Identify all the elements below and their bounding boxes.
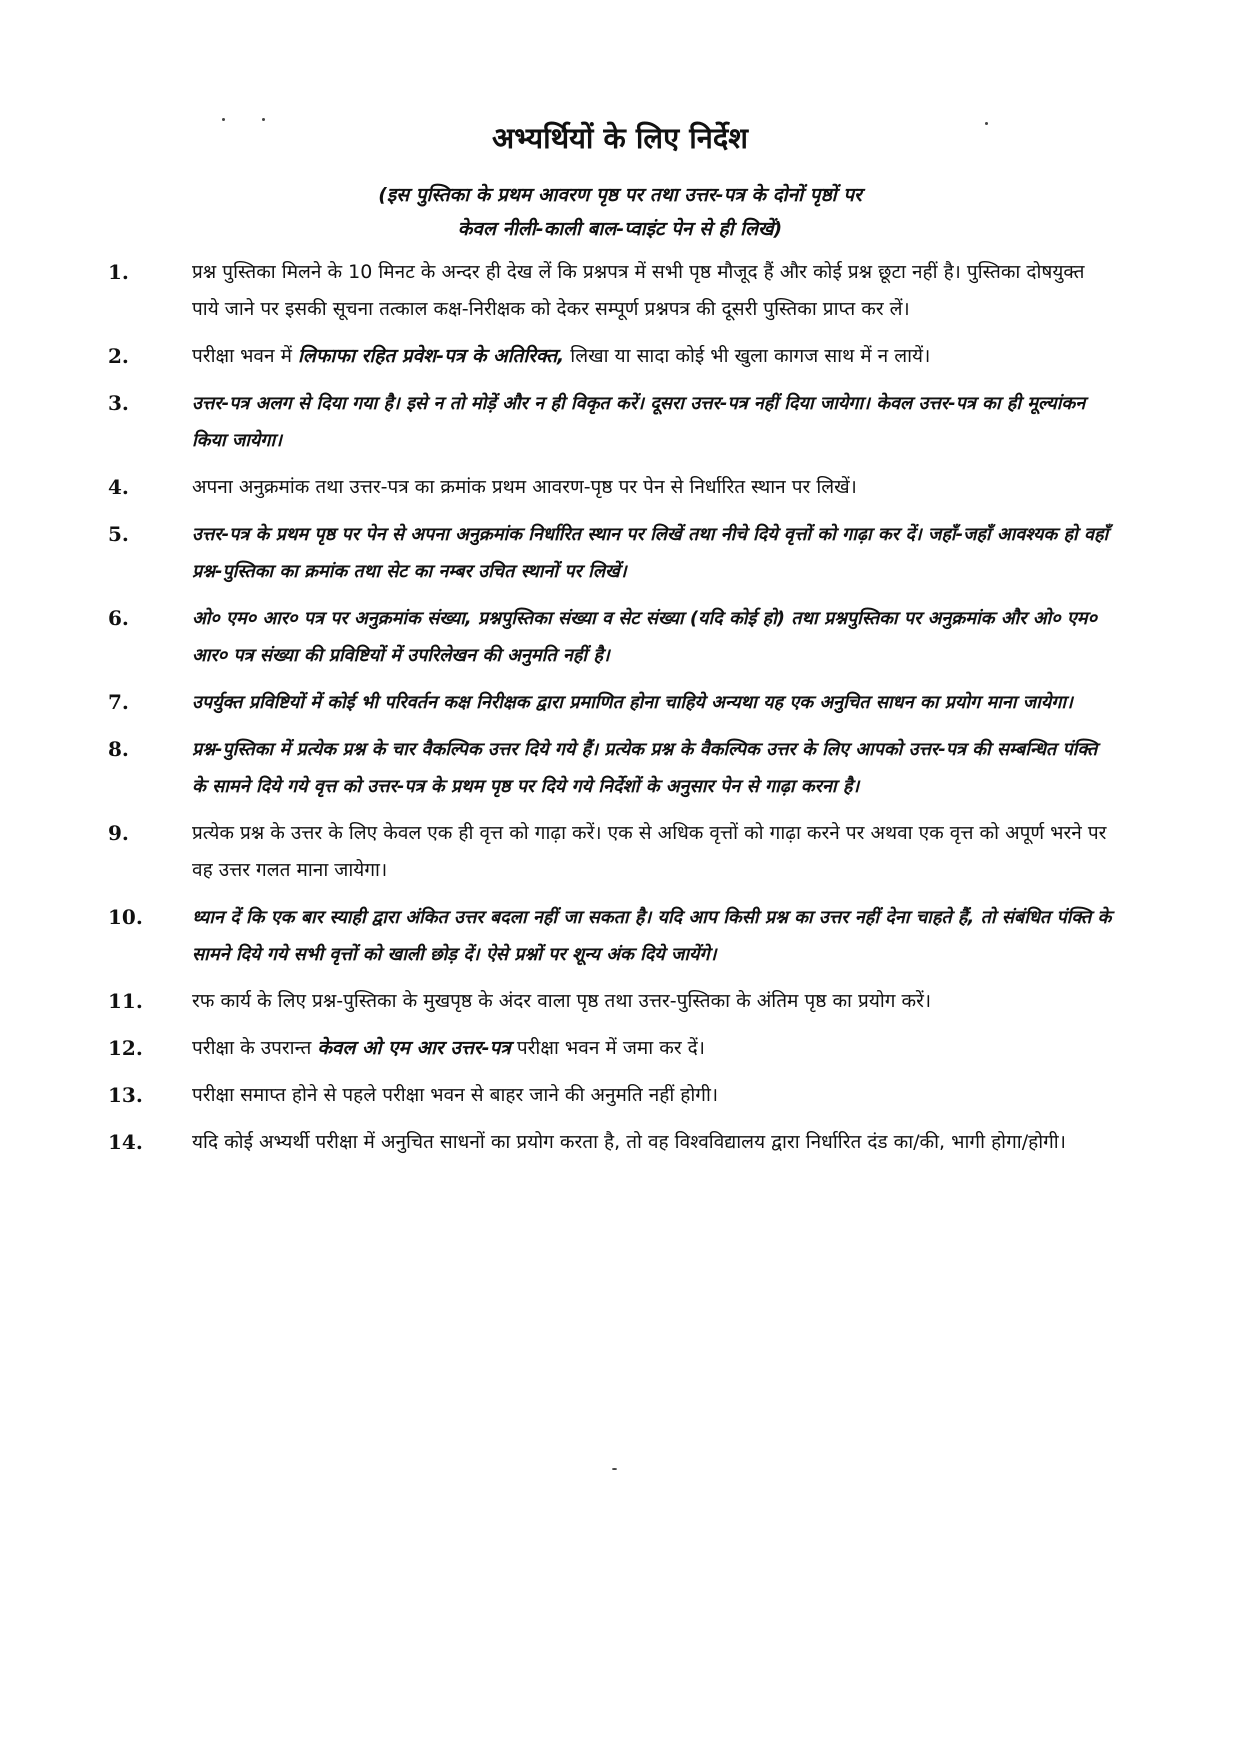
item-number: 6. (108, 606, 129, 630)
list-item (0, 983, 1240, 1020)
item-text: उत्तर-पत्र के प्रथम पृष्ठ पर पेन से अपना अनुक्रमांक निर्धारित स्थान पर लिखें तथा नीचे दिये वृत्तों को गाढ़ा कर दें। जहाँ-जहाँ आवश्यक हो वहाँ प्रश्न-पुस्तिका का क्रमांक तथा सेट का नम्बर उचित स्थानों पर लिखें। (192, 524, 1109, 582)
item-text (192, 338, 1112, 375)
item-number: 12. (108, 1036, 143, 1060)
item-text: रफ कार्य के लिए प्रश्न-पुस्तिका के मुखपृष्ठ के अंदर वाला पृष्ठ तथा उत्तर-पुस्तिका के अंतिम पृष्ठ का प्रयोग करें। (192, 990, 932, 1012)
item-number: 8. (108, 737, 129, 761)
item-number: 5. (108, 522, 129, 546)
item-text: ध्यान दें कि एक बार स्याही द्वारा अंकित उत्तर बदला नहीं जा सकता है। यदि आप किसी प्रश्न का उत्तर नहीं देना चाहते हैं, तो संबंधित पंक्ति के सामने दिये गये सभी वृत्तों को खाली छोड़ दें। ऐसे प्रश्नों पर शून्य अंक दिये जायेंगे। (192, 907, 1112, 965)
item-number: 1. (108, 260, 129, 284)
scan-speck (262, 118, 265, 121)
item-text-part: परीक्षा भवन में जमा कर दें। (510, 1037, 705, 1059)
list-item (0, 1030, 1240, 1067)
item-text-emphasis: केवल ओ एम आर उत्तर-पत्र (317, 1037, 511, 1059)
item-number: 9. (108, 821, 129, 845)
list-item (0, 684, 1240, 721)
instruction-list (0, 254, 1240, 1171)
item-text: प्रश्न-पुस्तिका में प्रत्येक प्रश्न के चार वैकल्पिक उत्तर दिये गये हैं। प्रत्येक प्रश्न के वैकल्पिक उत्तर के लिए आपको उत्तर-पत्र की सम्बन्धित पंक्ति के सामने दिये गये वृत्त को उत्तर-पत्र के प्रथम पृष्ठ पर दिये गये निर्देशों के अनुसार पेन से गाढ़ा करना है। (192, 739, 1098, 797)
item-text: परीक्षा समाप्त होने से पहले परीक्षा भवन से बाहर जाने की अनुमति नहीं होगी। (192, 1084, 719, 1106)
scan-speck (222, 118, 225, 121)
item-text-part: परीक्षा के उपरान्त (192, 1037, 318, 1059)
page-subtitle (200, 178, 1040, 246)
list-item (0, 254, 1240, 328)
item-text: अपना अनुक्रमांक तथा उत्तर-पत्र का क्रमांक प्रथम आवरण-पृष्ठ पर पेन से निर्धारित स्थान पर लिखें। (192, 476, 857, 498)
list-item (0, 899, 1240, 973)
item-text (192, 1030, 1112, 1067)
list-item (0, 469, 1240, 506)
list-item (0, 385, 1240, 459)
item-text: उत्तर-पत्र अलग से दिया गया है। इसे न तो मोड़ें और न ही विकृत करें। दूसरा उत्तर-पत्र नहीं दिया जायेगा। केवल उत्तर-पत्र का ही मूल्यांकन किया जायेगा। (192, 393, 1086, 451)
item-text: ओ० एम० आर० पत्र पर अनुक्रमांक संख्या, प्रश्नपुस्तिका संख्या व सेट संख्या (यदि कोई हो) तथा प्रश्नपुस्तिका पर अनुक्रमांक और ओ० एम० आर० पत्र संख्या की प्रविष्टियों में उपरिलेखन की अनुमति नहीं है। (192, 608, 1097, 666)
list-item (0, 815, 1240, 889)
item-text: उपर्युक्त प्रविष्टियों में कोई भी परिवर्तन कक्ष निरीक्षक द्वारा प्रमाणित होना चाहिये अन्यथा यह एक अनुचित साधन का प्रयोग माना जायेगा। (192, 692, 1073, 713)
item-text: प्रत्येक प्रश्न के उत्तर के लिए केवल एक ही वृत्त को गाढ़ा करें। एक से अधिक वृत्तों को गाढ़ा करने पर अथवा एक वृत्त को अपूर्ण भरने पर वह उत्तर गलत माना जायेगा। (192, 822, 1107, 881)
list-item (0, 516, 1240, 590)
item-text: प्रश्न पुस्तिका मिलने के 10 मिनट के अन्दर ही देख लें कि प्रश्नपत्र में सभी पृष्ठ मौजूद हैं और कोई प्रश्न छूटा नहीं है। पुस्तिका दोषयुक्त पाये जाने पर इसकी सूचना तत्काल कक्ष-निरीक्षक को देकर सम्पूर्ण प्रश्नपत्र की दूसरी पुस्तिका प्राप्त कर लें। (192, 261, 1085, 320)
item-text-emphasis: लिफाफा रहित प्रवेश-पत्र के अतिरिक्त, (297, 345, 565, 367)
item-text: यदि कोई अभ्यर्थी परीक्षा में अनुचित साधनों का प्रयोग करता है, तो वह विश्वविद्यालय द्वारा निर्धारित दंड का/की, भागी होगा/होगी। (192, 1131, 1066, 1153)
scan-speck (985, 122, 988, 125)
page-title: अभ्यर्थियों के लिए निर्देश (492, 121, 748, 155)
list-item (0, 600, 1240, 674)
item-number: 2. (108, 344, 129, 368)
list-item (0, 731, 1240, 805)
item-number: 14. (108, 1130, 143, 1154)
list-item (0, 338, 1240, 375)
item-number: 4. (108, 475, 129, 499)
item-number: 11. (108, 989, 143, 1013)
subtitle-line-2: केवल नीली-काली बाल-प्वाइंट पेन से ही लिखें) (457, 218, 783, 240)
item-text-part: लिखा या सादा कोई भी खुला कागज साथ में न लायें। (564, 345, 931, 367)
list-item (0, 1124, 1240, 1161)
list-item (0, 1077, 1240, 1114)
subtitle-line-1: (इस पुस्तिका के प्रथम आवरण पृष्ठ पर तथा उत्तर-पत्र के दोनों पृष्ठों पर (378, 184, 862, 206)
item-number: 13. (108, 1083, 143, 1107)
scan-speck (612, 1468, 617, 1470)
item-text-part: परीक्षा भवन में (192, 345, 298, 367)
item-number: 10. (108, 905, 143, 929)
item-number: 3. (108, 391, 129, 415)
item-number: 7. (108, 690, 129, 714)
